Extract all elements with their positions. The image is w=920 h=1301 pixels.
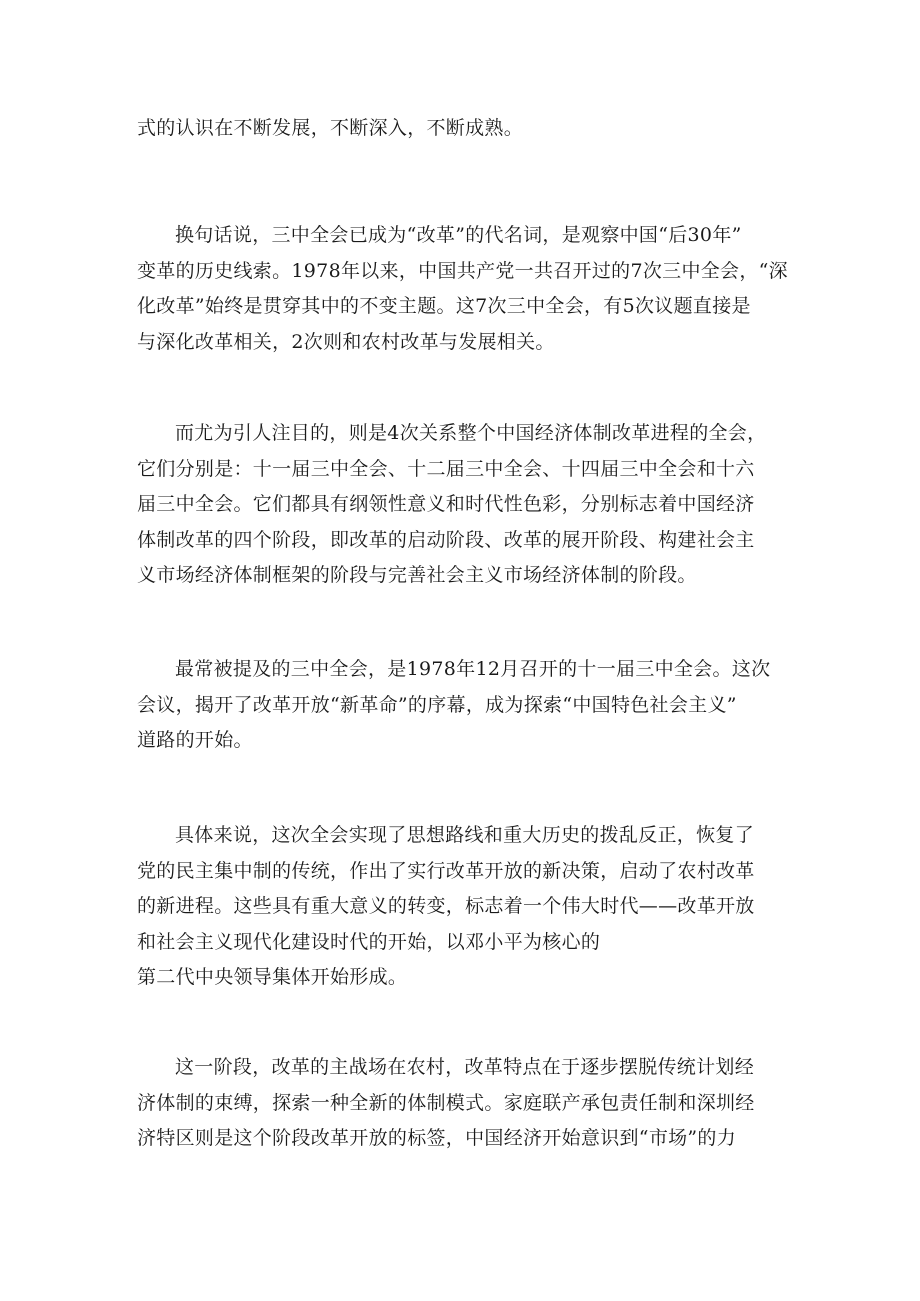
- paragraph-line: 这一阶段，改革的主战场在农村，改革特点在于逐步摆脱传统计划经: [175, 1056, 755, 1078]
- paragraph-line: 第二代中央领导集体开始形成。: [137, 966, 408, 988]
- paragraph-5: [137, 818, 787, 996]
- paragraph-line: 化改革”始终是贯穿其中的不变主题。这7次三中全会，有5次议题直接是: [137, 295, 751, 317]
- paragraph-line: 体制改革的四个阶段，即改革的启动阶段、改革的展开阶段、构建社会主: [137, 528, 755, 551]
- paragraph-line: 党的民主集中制的传统，作出了实行改革开放的新决策，启动了农村改革: [137, 859, 755, 882]
- paragraph-4: [137, 652, 787, 759]
- paragraph-line: 与深化改革相关，2次则和农村改革与发展相关。: [137, 330, 555, 353]
- paragraph-line: 义市场经济体制框架的阶段与完善社会主义市场经济体制的阶段。: [137, 564, 697, 586]
- paragraph-line: 它们分别是：十一届三中全会、十二届三中全会、十四届三中全会和十六: [137, 457, 755, 480]
- paragraph-line: 最常被提及的三中全会，是1978年12月召开的十一届三中全会。这次: [175, 658, 771, 680]
- paragraph-line: 届三中全会。它们都具有纲领性意义和时代性色彩，分别标志着中国经济: [137, 493, 755, 515]
- paragraph-line: 和社会主义现代化建设时代的开始，以邓小平为核心的: [137, 930, 601, 953]
- paragraph-1: [137, 111, 787, 147]
- paragraph-line: 济体制的束缚，探索一种全新的体制模式。家庭联产承包责任制和深圳经: [137, 1091, 755, 1114]
- paragraph-line: 会议，揭开了改革开放“新革命”的序幕，成为探索“中国特色社会主义”: [137, 693, 737, 716]
- paragraph-3: [137, 416, 787, 594]
- paragraph-line: 换句话说，三中全会已成为“改革”的代名词，是观察中国“后30年”: [175, 224, 742, 246]
- paragraph-line: 济特区则是这个阶段改革开放的标签，中国经济开始意识到“市场”的力: [137, 1127, 737, 1149]
- paragraph-line: 的新进程。这些具有重大意义的转变，标志着一个伟大时代——改革开放: [137, 895, 755, 917]
- paragraph-line: 而尤为引人注目的，则是4次关系整个中国经济体制改革进程的全会，: [175, 422, 767, 444]
- paragraph-line: 式的认识在不断发展，不断深入，不断成熟。: [137, 117, 524, 139]
- paragraph-line: 道路的开始。: [137, 729, 253, 751]
- paragraph-2: [137, 218, 787, 360]
- paragraph-line: 变革的历史线索。1978年以来，中国共产党一共召开过的7次三中全会，“深: [137, 259, 788, 282]
- paragraph-6: [137, 1050, 787, 1157]
- paragraph-line: 具体来说，这次全会实现了思想路线和重大历史的拨乱反正，恢复了: [175, 824, 755, 846]
